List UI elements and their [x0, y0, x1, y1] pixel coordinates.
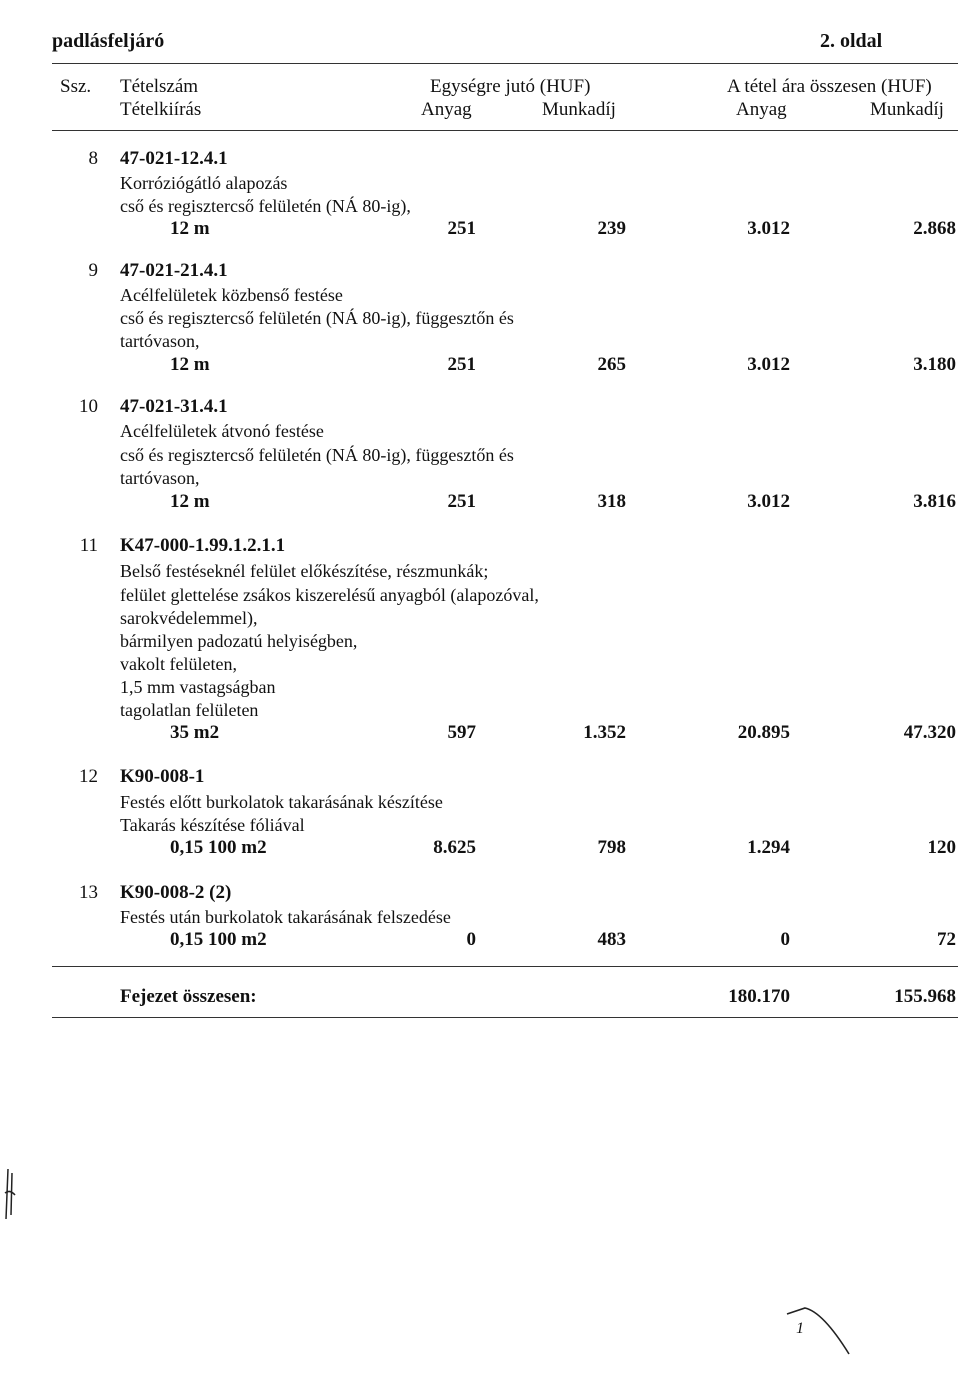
- total-top-rule: [52, 966, 958, 967]
- item-desc-line: Festés után burkolatok takarásának felszedése: [120, 907, 451, 927]
- unit-material-price: 251: [447, 491, 476, 512]
- total-labor-price: 2.868: [913, 218, 956, 239]
- item-desc-line: 1,5 mm vastagságban: [120, 677, 276, 697]
- chapter-total-labor: 155.968: [894, 986, 956, 1007]
- item-desc-line: cső és regisztercső felületén (NÁ 80-ig), függesztőn és: [120, 445, 514, 465]
- total-material-price: 3.012: [747, 218, 790, 239]
- unit-labor-price: 265: [597, 354, 626, 375]
- unit-material-price: 597: [447, 722, 476, 743]
- item-quantity: 35 m2: [170, 722, 220, 743]
- item-quantity: 12 m: [170, 218, 210, 239]
- item-desc-line: cső és regisztercső felületén (NÁ 80-ig),: [120, 196, 411, 216]
- item-code: 47-021-21.4.1: [120, 260, 228, 281]
- unit-labor-price: 318: [597, 491, 626, 512]
- col-code: Tételszám: [120, 76, 199, 97]
- item-quantity: 0,15 100 m2: [170, 837, 267, 858]
- col-total-material: Anyag: [736, 99, 787, 120]
- total-bottom-rule: [52, 1017, 958, 1018]
- item-code: K90-008-1: [120, 766, 205, 787]
- unit-material-price: 8.625: [433, 837, 476, 858]
- unit-material-price: 251: [447, 354, 476, 375]
- margin-pen-mark: [0, 1165, 24, 1225]
- item-quantity: 0,15 100 m2: [170, 929, 267, 950]
- unit-labor-price: 798: [597, 837, 626, 858]
- row-number: 10: [79, 396, 98, 417]
- unit-labor-price: 239: [597, 218, 626, 239]
- handwritten-page-number: 1: [796, 1320, 804, 1337]
- row-number: 13: [79, 882, 98, 903]
- item-desc-line: tartóvason,: [120, 468, 200, 488]
- total-material-price: 0: [780, 929, 790, 950]
- page-number: 2. oldal: [820, 30, 883, 52]
- row-number: 9: [88, 260, 98, 281]
- column-header-rule: [52, 130, 958, 131]
- item-desc-line: vakolt felületen,: [120, 654, 237, 674]
- item-desc-line: Acélfelületek közbenső festése: [120, 285, 343, 305]
- item-code: 47-021-31.4.1: [120, 396, 228, 417]
- item-desc-line: sarokvédelemmel),: [120, 608, 258, 628]
- col-unit-labor: Munkadíj: [542, 99, 616, 120]
- header-rule: [52, 63, 958, 64]
- total-labor-price: 47.320: [903, 722, 956, 743]
- item-quantity: 12 m: [170, 354, 210, 375]
- col-desc: Tételkiírás: [120, 99, 202, 120]
- row-number: 12: [79, 766, 98, 787]
- item-quantity: 12 m: [170, 491, 210, 512]
- item-code: K47-000-1.99.1.2.1.1: [120, 535, 286, 556]
- document-title: padlásfeljáró: [52, 30, 165, 52]
- row-number: 8: [88, 148, 98, 169]
- total-material-price: 1.294: [747, 837, 790, 858]
- total-material-price: 20.895: [737, 722, 790, 743]
- row-number: 11: [79, 535, 98, 556]
- total-labor-price: 120: [927, 837, 956, 858]
- total-material-price: 3.012: [747, 354, 790, 375]
- col-total-labor: Munkadíj: [870, 99, 944, 120]
- col-unit-group: Egységre jutó (HUF): [430, 76, 591, 97]
- chapter-total-material: 180.170: [728, 986, 790, 1007]
- total-labor-price: 3.816: [913, 491, 956, 512]
- item-desc-line: tagolatlan felületen: [120, 700, 259, 720]
- item-code: K90-008-2 (2): [120, 882, 232, 903]
- handwritten-page-mark: [783, 1298, 853, 1358]
- chapter-total-label: Fejezet összesen:: [120, 986, 257, 1007]
- total-material-price: 3.012: [747, 491, 790, 512]
- col-ssz: Ssz.: [60, 76, 92, 97]
- unit-material-price: 251: [447, 218, 476, 239]
- item-desc-line: cső és regisztercső felületén (NÁ 80-ig), függesztőn és: [120, 308, 514, 328]
- item-desc-line: Belső festéseknél felület előkészítése, részmunkák;: [120, 561, 489, 581]
- item-desc-line: Takarás készítése fóliával: [120, 815, 305, 835]
- item-code: 47-021-12.4.1: [120, 148, 228, 169]
- item-desc-line: Korróziógátló alapozás: [120, 173, 288, 193]
- col-unit-material: Anyag: [421, 99, 472, 120]
- unit-labor-price: 1.352: [583, 722, 626, 743]
- unit-material-price: 0: [466, 929, 476, 950]
- item-desc-line: tartóvason,: [120, 331, 200, 351]
- item-desc-line: Festés előtt burkolatok takarásának készítése: [120, 792, 443, 812]
- item-desc-line: bármilyen padozatú helyiségben,: [120, 631, 358, 651]
- unit-labor-price: 483: [597, 929, 626, 950]
- item-desc-line: felület glettelése zsákos kiszerelésű anyagból (alapozóval,: [120, 585, 539, 605]
- total-labor-price: 3.180: [913, 354, 956, 375]
- item-desc-line: Acélfelületek átvonó festése: [120, 421, 324, 441]
- total-labor-price: 72: [937, 929, 956, 950]
- col-total-group: A tétel ára összesen (HUF): [727, 76, 932, 97]
